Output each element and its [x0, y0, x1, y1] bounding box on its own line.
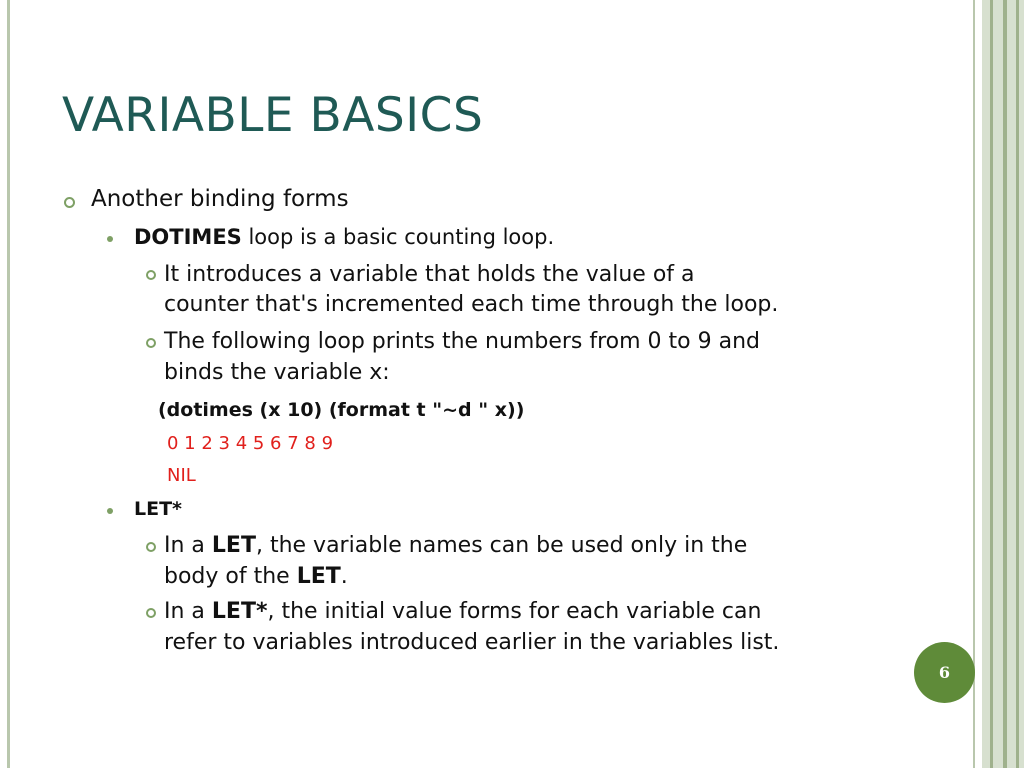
bullet-icon [146, 338, 156, 348]
page-number-badge [914, 642, 975, 703]
frame-right-stripe [1003, 0, 1007, 768]
keyword: LET* [211, 599, 268, 624]
letstar-sub1-line1 [164, 533, 747, 558]
dotimes-sub2-line2: binds the variable x: [164, 360, 390, 385]
bullet-letstar: LET* [134, 498, 182, 520]
text: , the variable names can be used only in the [255, 533, 748, 558]
text: . [340, 564, 348, 589]
frame-right-stripe [1016, 0, 1019, 768]
bullet-icon [107, 508, 113, 514]
frame-right-line [973, 0, 975, 768]
bullet-dotimes [134, 225, 554, 249]
code-output-nil: NIL [167, 465, 196, 486]
keyword: LET [296, 564, 341, 589]
dotimes-sub2-line1: The following loop prints the numbers from 0 to 9 and [164, 329, 760, 354]
text: , the initial value forms for each variable can [267, 599, 762, 624]
bullet-icon [146, 542, 156, 552]
letstar-sub2-line2: refer to variables introduced earlier in the variables list. [164, 630, 780, 655]
bullet-icon [146, 270, 156, 280]
page-number: 6 [938, 663, 951, 682]
frame-left-line [7, 0, 10, 768]
code-output-numbers: 0 1 2 3 4 5 6 7 8 9 [167, 433, 334, 454]
keyword: DOTIMES [134, 225, 242, 249]
text: loop is a basic counting loop. [241, 225, 555, 249]
bullet-icon [64, 197, 75, 208]
dotimes-sub1-line1: It introduces a variable that holds the value of a [164, 262, 695, 287]
code-snippet: (dotimes (x 10) (format t "~d " x)) [158, 399, 525, 421]
letstar-sub1-line2 [164, 564, 348, 589]
bullet-icon [107, 236, 113, 242]
letstar-sub2-line1 [164, 599, 761, 624]
dotimes-sub1-line2: counter that's incremented each time through the loop. [164, 292, 779, 317]
text: In a [164, 533, 212, 558]
bullet-icon [146, 608, 156, 618]
frame-right-stripe [990, 0, 993, 768]
keyword: LET [211, 533, 256, 558]
bullet-level1: Another binding forms [91, 186, 349, 212]
text: body of the [164, 564, 297, 589]
text: In a [164, 599, 212, 624]
slide-title: VARIABLE BASICS [62, 88, 484, 143]
